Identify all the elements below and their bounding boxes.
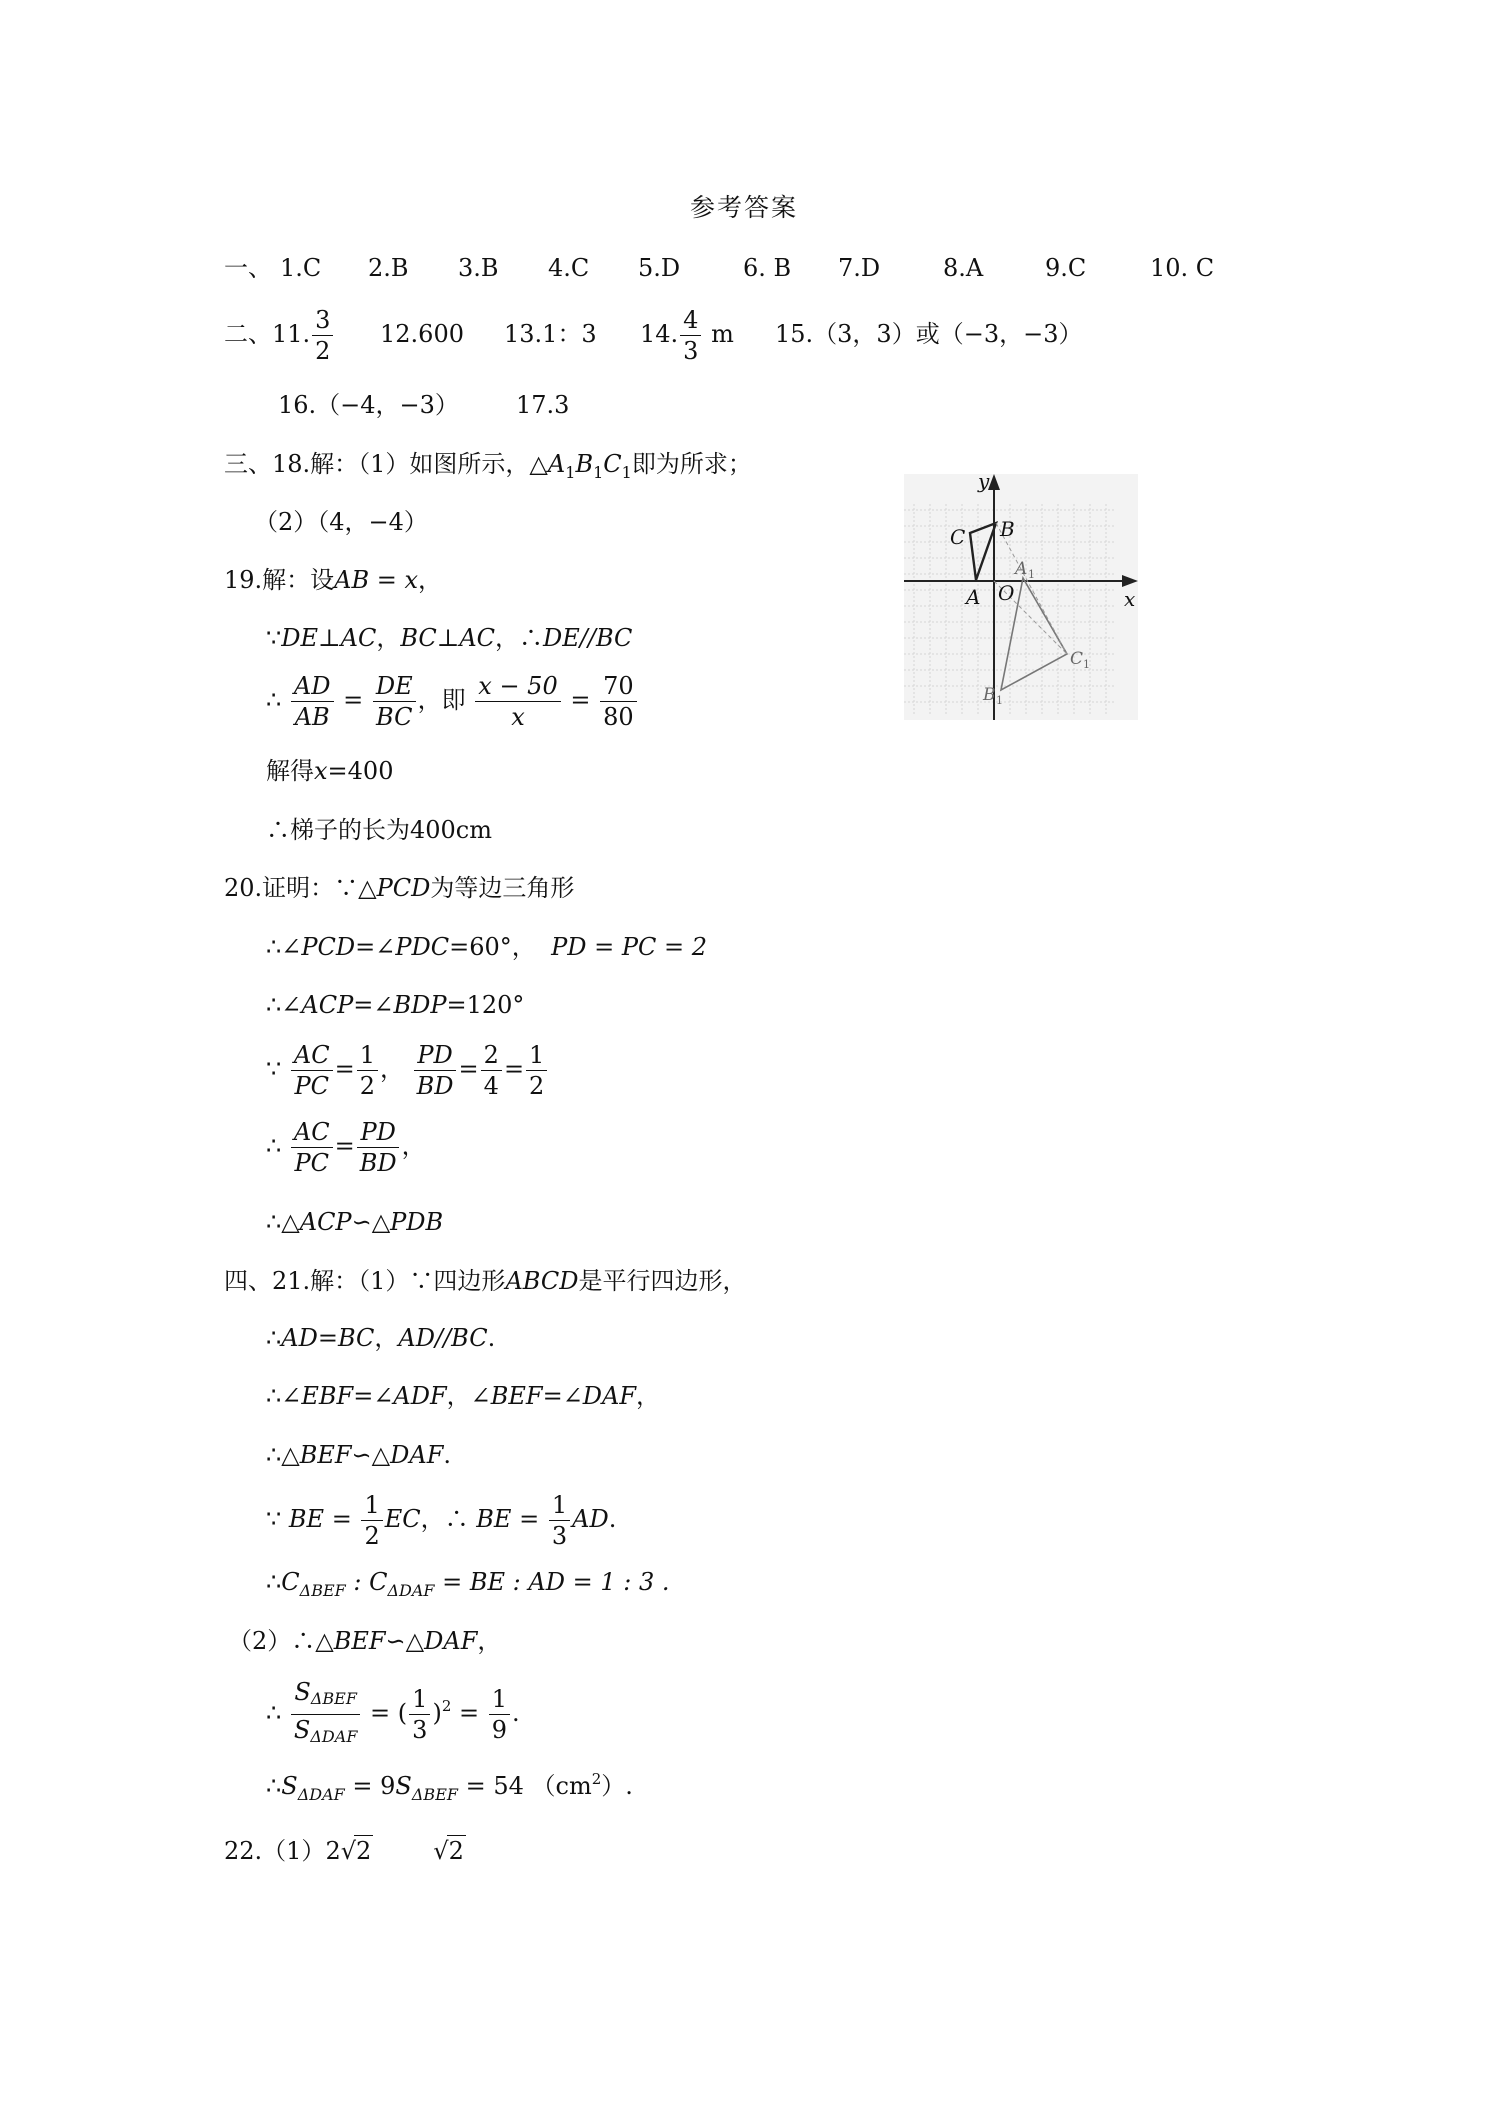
frac-area-ratio (291, 1677, 361, 1752)
label-B1: B (983, 685, 996, 705)
num: 70 (600, 671, 637, 702)
radical-sign: √ (433, 1837, 449, 1865)
answer-5: 5.D (638, 254, 681, 282)
den: 3 (412, 1716, 428, 1744)
answer-2: 2.B (368, 254, 409, 282)
label-O: O (998, 581, 1015, 605)
end: ）. (601, 1772, 633, 1800)
q18-C-sub: 1 (621, 463, 632, 482)
num: PD (357, 1117, 398, 1148)
section1-prefix: 一、 (224, 254, 272, 282)
s: S (293, 1716, 311, 1744)
q18-line2: （2）（4，−4） (254, 508, 428, 536)
num: 1 (361, 1490, 382, 1521)
num: 1 (409, 1684, 430, 1715)
den: 2 (359, 1072, 376, 1100)
rest: = 54 （cm (457, 1772, 592, 1800)
q19-var: x (314, 757, 328, 785)
q21-line8 (266, 1677, 520, 1752)
q11-num: 3 (312, 305, 333, 336)
post: =60°， (449, 933, 536, 961)
eq: = (334, 1132, 355, 1160)
q16: 16.（−4，−3） (278, 391, 459, 419)
sep: ， (376, 624, 401, 652)
label-C1: C (1070, 649, 1084, 669)
answer-8: 8.A (943, 254, 984, 282)
eq: =∠ (353, 1382, 394, 1410)
frac-1-3 (409, 1684, 430, 1745)
daf: DAF (582, 1382, 637, 1410)
q19-bc-perp: BC⊥AC (400, 624, 496, 652)
post: =120° (446, 991, 525, 1019)
s: S (294, 1678, 311, 1706)
q19-line4 (266, 756, 393, 786)
q20-line1 (224, 873, 574, 903)
bef: BEF (299, 1441, 352, 1469)
eq: = (458, 1055, 479, 1083)
den: x (511, 703, 525, 731)
daf: DAF (390, 1441, 444, 1469)
q21-line9 (266, 1764, 633, 1810)
c: C (369, 1568, 388, 1596)
pre: 四、21.解：（1）∵四边形 (224, 1267, 506, 1295)
post: 是平行四边形， (578, 1267, 747, 1295)
q13: 13.1：3 (504, 320, 597, 348)
den: BD (416, 1072, 454, 1100)
q18-suffix: 即为所求； (631, 450, 752, 478)
q18-A: A (547, 450, 566, 478)
ad: AD (572, 1505, 609, 1533)
pre: ∴∠ (266, 991, 302, 1019)
because-sym: ∵ (266, 624, 282, 652)
mid: ，∴ (420, 1505, 469, 1533)
answer-7: 7.D (838, 254, 881, 282)
q20-post: 为等边三角形 (430, 874, 575, 902)
be: BE (476, 1505, 512, 1533)
radical-sign: √ (340, 1837, 357, 1865)
q21-line5 (266, 1490, 616, 1551)
q14-unit: m (711, 320, 734, 348)
den: 9 (491, 1716, 508, 1744)
section2-line1 (224, 304, 335, 366)
therefore-sym: ∴ (519, 624, 544, 652)
den: AB (294, 703, 330, 731)
num: AC (291, 1040, 333, 1071)
q20-line2 (266, 932, 707, 962)
num: 1 (549, 1490, 570, 1521)
sub: ΔBEF (310, 1689, 357, 1708)
c: C (281, 1568, 300, 1596)
num: PD (414, 1040, 455, 1071)
exp: 2 (441, 1697, 452, 1715)
q17: 17.3 (516, 391, 570, 419)
sep: ，∠ (446, 1382, 491, 1410)
q11-fraction (312, 305, 333, 366)
den: BD (359, 1149, 397, 1177)
label-A1: A (1015, 559, 1028, 579)
eq: = (334, 1055, 355, 1083)
num: 1 (489, 1684, 510, 1715)
ad: AD (281, 1324, 318, 1352)
sub: ΔDAF (310, 1727, 358, 1746)
adf: ADF (393, 1382, 447, 1410)
therefore-sym: ∴ (266, 1699, 282, 1727)
label-y: y (978, 474, 990, 493)
den: PC (294, 1072, 330, 1100)
q14-label: 14. (640, 320, 679, 348)
eq: = ( (362, 1699, 408, 1727)
num: AC (291, 1117, 333, 1148)
frac-ad-ab (291, 671, 334, 732)
answer-1: 1.C (280, 254, 322, 282)
therefore-sym: ∴ (266, 1772, 282, 1800)
pre: （2）∴△ (228, 1627, 334, 1655)
q19-parallel: DE//BC (543, 624, 633, 652)
q22-radicand: 2 (356, 1837, 372, 1865)
ebf: EBF (301, 1382, 354, 1410)
q15: 15.（3，3）或（−3，−3） (775, 320, 1083, 348)
q20-line6 (266, 1207, 443, 1237)
q19-mid: ，即 (417, 686, 466, 714)
frac-70-80 (600, 671, 637, 732)
q21-line6 (266, 1567, 669, 1606)
exp: 2 (591, 1770, 602, 1788)
q19-line5: ∴梯子的长为400cm (266, 816, 493, 844)
post: . (608, 1505, 617, 1533)
pre: ∴△ (266, 1208, 300, 1236)
sub: ΔDAF (387, 1581, 435, 1600)
therefore-sym: ∴ (266, 1568, 282, 1596)
q18-B-sub: 1 (593, 463, 604, 482)
sep: ， (380, 1055, 405, 1083)
den: 2 (529, 1072, 545, 1100)
q14-num: 4 (680, 305, 701, 336)
q19-solve-pre: 解得 (266, 757, 314, 785)
page-title: 参考答案 (689, 193, 798, 222)
q18-line1 (224, 449, 752, 488)
eq: = (503, 1055, 525, 1083)
angle-a: ACP (301, 991, 354, 1019)
q19-expr: AB = x (334, 566, 419, 594)
q11-den: 2 (315, 337, 331, 365)
post: ， (636, 1382, 661, 1410)
label-C1-sub: 1 (1083, 658, 1090, 671)
section2-prefix: 二、 (224, 320, 272, 348)
frac-x-50 (475, 671, 560, 732)
ec: EC (384, 1505, 421, 1533)
parallel: AD//BC (398, 1324, 488, 1352)
rest: = BE : AD = 1 : 3 . (434, 1568, 670, 1596)
post: ， (477, 1627, 502, 1655)
label-B: B (1000, 517, 1015, 541)
eq: =∠ (542, 1382, 583, 1410)
sides: PD = PC = 2 (551, 933, 707, 961)
q19-solve-post: =400 (327, 757, 394, 785)
q21-line7 (228, 1626, 501, 1656)
angle-b: BDP (393, 991, 447, 1019)
q18-B: B (575, 450, 594, 478)
q22-radicand-b: 2 (448, 1837, 464, 1865)
angle-b: PDC (395, 933, 450, 961)
q22-label: 22.（1） (224, 1837, 326, 1865)
q19-de-perp: DE⊥AC (281, 624, 377, 652)
q22-line (224, 1835, 466, 1866)
label-B1-sub: 1 (996, 694, 1003, 707)
num: x − 50 (475, 671, 560, 702)
q20-line4 (266, 1040, 549, 1101)
q21-line3 (266, 1381, 660, 1411)
q21-line4 (266, 1440, 451, 1470)
q14 (640, 304, 734, 366)
q19-line3: ∴ $\frac{AD}{AB}$ = $\frac{DE}{BC}$ ，即 $\frac{x - 50}{x}$ = $\frac{70}{80}$ (266, 671, 639, 732)
sub: ΔDAF (297, 1785, 345, 1804)
q12: 12.600 (380, 320, 464, 348)
frac-pd-bd (414, 1040, 457, 1101)
frac-1-2 (357, 1040, 378, 1101)
sep: ， (374, 1324, 399, 1352)
eq: = (317, 1324, 338, 1352)
den: 80 (603, 703, 634, 731)
post: . (443, 1441, 451, 1469)
q14-fraction (680, 305, 701, 366)
post: . (512, 1699, 520, 1727)
coordinate-figure (904, 474, 1138, 720)
bef: BEF (490, 1382, 543, 1410)
pre: ∴△ (266, 1441, 300, 1469)
frac-1-2 (361, 1490, 382, 1551)
abcd: ABCD (505, 1267, 579, 1295)
answer-6: 6. B (743, 254, 792, 282)
label-x: x (1124, 587, 1136, 611)
q19-line2 (266, 623, 632, 653)
pre: ∴ (266, 1324, 282, 1352)
similar: ∽△ (351, 1441, 391, 1469)
answer-10: 10. C (1150, 254, 1215, 282)
q20-pcd: PCD (376, 874, 431, 902)
because-sym: ∵ (266, 1505, 282, 1533)
q19-pre: 19.解：设 (224, 566, 335, 594)
pre: ∴∠ (266, 933, 302, 961)
den: BC (376, 703, 413, 731)
therefore-sym: ∴ (266, 1132, 282, 1160)
den: 4 (483, 1072, 499, 1100)
eq: = (451, 1699, 487, 1727)
frac-1-3 (549, 1490, 570, 1551)
close-paren: ) (432, 1699, 442, 1727)
tri-a: ACP (299, 1208, 352, 1236)
eq: =∠ (353, 991, 394, 1019)
num: 1 (526, 1040, 547, 1071)
pre: ∴∠ (266, 1382, 302, 1410)
daf: DAF (424, 1627, 478, 1655)
bc: BC (337, 1324, 375, 1352)
figure-background (904, 474, 1138, 720)
label-A1-sub: 1 (1028, 568, 1035, 581)
q21-line2 (266, 1323, 495, 1353)
q20-line5 (266, 1117, 426, 1178)
frac-de-bc (373, 671, 416, 732)
q19-post: ， (418, 566, 443, 594)
frac-1-2b (526, 1040, 547, 1101)
num: DE (373, 671, 416, 702)
tri-b: PDB (390, 1208, 444, 1236)
q14-den: 3 (683, 337, 699, 365)
frac-1-9 (489, 1684, 510, 1745)
q22-coef: 2 (325, 1837, 341, 1865)
eq: = (519, 1505, 540, 1533)
q21-line1 (224, 1266, 746, 1296)
sub: ΔBEF (411, 1785, 458, 1804)
q20-pre: 20.证明：∵△ (224, 874, 377, 902)
sep: ， (495, 624, 520, 652)
because-sym: ∵ (266, 1055, 282, 1083)
similar: ∽△ (385, 1627, 425, 1655)
num: AD (291, 671, 334, 702)
mid: = 9 (344, 1772, 396, 1800)
den: PC (294, 1149, 330, 1177)
frac-2-4 (481, 1040, 502, 1101)
q18-A-sub: 1 (565, 463, 576, 482)
q20-line3 (266, 990, 524, 1020)
q19-line1 (224, 565, 442, 595)
num: 2 (481, 1040, 502, 1071)
similar: ∽△ (351, 1208, 391, 1236)
q11-label: 11. (272, 320, 311, 348)
answer-3: 3.B (458, 254, 499, 282)
answer-9: 9.C (1045, 254, 1087, 282)
eq: = (331, 1505, 352, 1533)
post: . (487, 1324, 496, 1352)
colon: : (345, 1568, 370, 1596)
frac-ac-pc (291, 1117, 333, 1178)
label-C: C (950, 525, 966, 549)
s: S (281, 1772, 298, 1800)
answer-4: 4.C (548, 254, 590, 282)
frac-ac-pc (291, 1040, 333, 1101)
den: 2 (364, 1522, 380, 1550)
s: S (395, 1772, 412, 1800)
eq: =∠ (355, 933, 396, 961)
bef: BEF (333, 1627, 386, 1655)
label-A: A (966, 585, 981, 609)
q18-prefix: 三、18.解：（1）如图所示，△ (224, 450, 548, 478)
sub: ΔBEF (299, 1581, 346, 1600)
num: 1 (357, 1040, 378, 1071)
therefore-sym: ∴ (266, 686, 282, 714)
frac-pd-bd (357, 1117, 400, 1178)
den: 3 (551, 1522, 568, 1550)
be: BE (288, 1505, 325, 1533)
angle-a: PCD (301, 933, 356, 961)
post: ， (401, 1132, 426, 1160)
q18-C: C (603, 450, 622, 478)
